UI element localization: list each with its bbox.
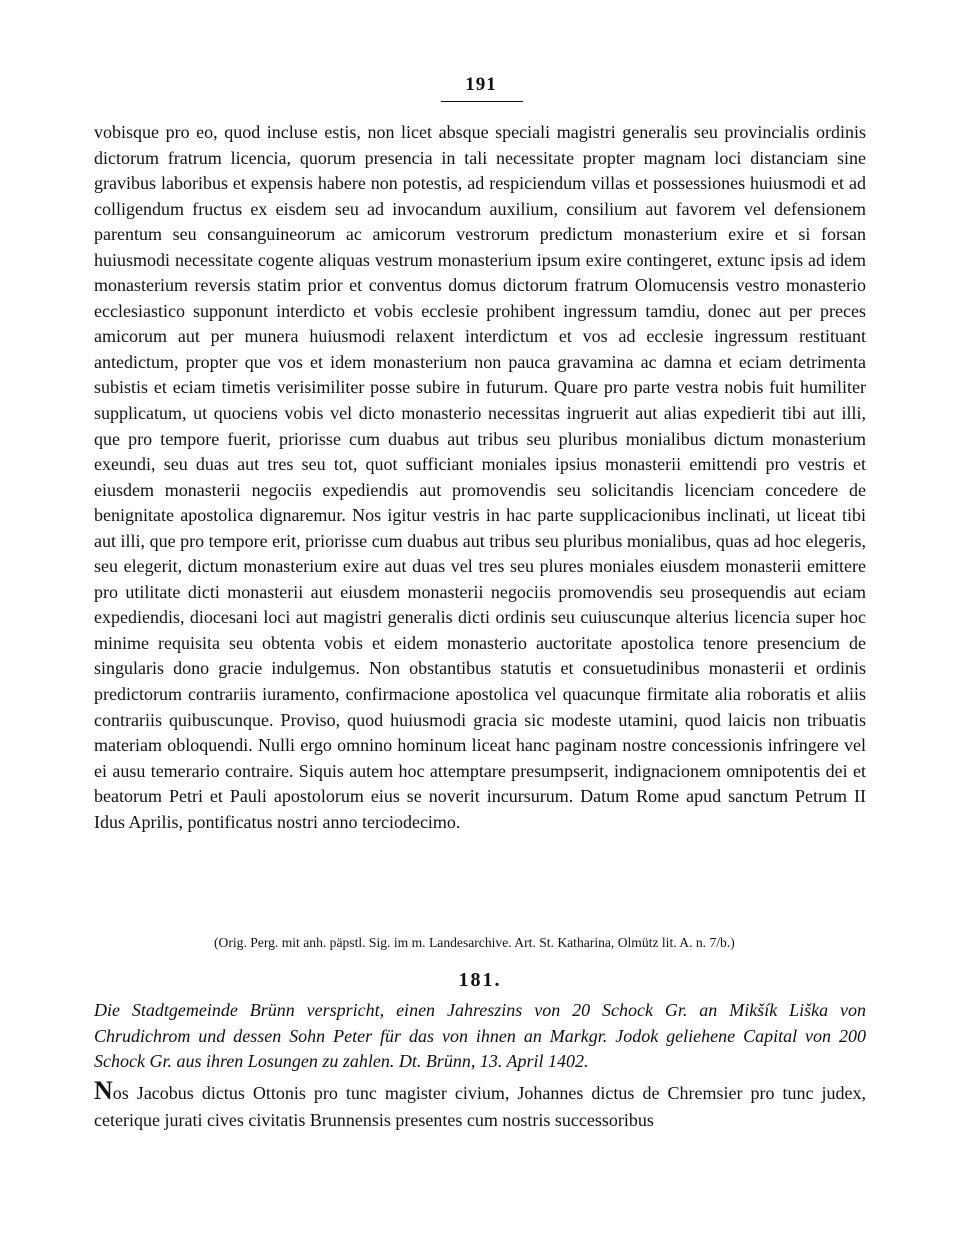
drop-initial: N	[94, 1076, 113, 1105]
body-paragraph: vobisque pro eo, quod incluse estis, non licet absque speciali magistri generalis seu provincialis ordinis dictorum fratrum licencia, quorum presencia in tali necessitate propter magnam loci distanciam sine gravibus laboribus et expensis habere non potestis, ad respiciendum villas et possessiones huiusmodi et ad colligendum fructus ex eisdem seu ad invocandum auxilium, consilium aut favorem vel defensionem parentum seu consanguineorum ac amicorum vestrorum predictum monasterium exire et si forsan huiusmodi necessitate cogente aliquas vestrum monasterium ipsum exire contingeret, extunc ipsis ad idem monasterium reversis statim prior et conventus domus dictorum fratrum Olomucensis vestro monasterio ecclesiastico supponunt interdicto et vobis ecclesie prohibent ingressum tamdiu, donec aut per preces amicorum aut per munera huiusmodi relaxent interdictum et vos ad ecclesie ingressum restituant antedictum, propter que vos et idem monasterium non pauca gravamina ac damna et eciam detrimenta subistis et eciam timetis verisimiliter posse subire in futurum. Quare pro parte vestra nobis fuit humiliter supplicatum, ut quociens vobis vel dicto monasterio necessitas ingruerit aut alias expedierit tibi aut illi, que pro tempore fuerit, priorisse cum duabus aut tribus seu pluribus monialibus dictum monasterium exeundi, seu duas aut tres seu tot, quot sufficiant moniales ipsius monasterii emittendi pro vestris et eiusdem monasterii negociis expediendis aut promovendis seu solicitandis licenciam concedere de benignitate apostolica dignaremur. Nos igitur vestris in hac parte supplicacionibus inclinati, ut liceat tibi aut illi, que pro tempore erit, priorisse cum duabus aut tribus seu pluribus monialibus, quas ad hoc elegeris, seu elegerit, dictum monasterium exire aut duas vel tres seu plures moniales eiusdem monasterii emittere pro utilitate dicti monasterii aut eiusdem monasterii negociis promovendis seu prosequendis aut eciam expediendis, diocesani loci aut magistri generalis dicti ordinis seu cuiuscunque alterius licencia super hoc minime requisita seu obtenta vobis et eidem monasterio auctoritate apostolica tenore presencium de singularis dono gracie indulgemus. Non obstantibus statutis et consuetudinibus monasterii et ordinis predictorum contrariis iuramento, confirmacione apostolica vel quacunque firmitate alia roboratis et aliis contrariis quibuscunque. Proviso, quod huiusmodi gracia sic modeste utamini, quod laicis non tribuatis materiam obloquendi. Nulli ergo omnino hominum liceat hanc paginam nostre concessionis infringere vel ei ausu temerario contraire. Siquis autem hoc attemptare presumpserit, indignacionem omnipotentis dei et beatorum Petri et Pauli apostolorum eius se noverit incursurum. Datum Rome apud sanctum Petrum II Idus Aprilis, pontificatus nostri anno terciodecimo.	[94, 122, 866, 832]
charter-opening-text: os Jacobus dictus Ottonis pro tunc magister civium, Johannes dictus de Chremsier pro tunc judex, ceterique jurati cives civitatis Brunnensis presentes cum nostris successoribus	[94, 1083, 866, 1130]
page-number: 191	[465, 74, 497, 95]
charter-continuation-text	[94, 120, 866, 835]
source-note: (Orig. Perg. mit anh. päpstl. Sig. im m. Landesarchive. Art. St. Katharina, Olmütz lit. A. n. 7/b.)	[214, 935, 735, 950]
document-number: 181.	[458, 969, 502, 991]
document-regest	[94, 998, 866, 1075]
charter-opening-paragraph	[94, 1076, 866, 1134]
page-number-rule	[441, 101, 523, 102]
regest-paragraph: Die Stadtgemeinde Brünn verspricht, einen Jahreszins von 20 Schock Gr. an Mikšík Liška von Chrudichrom und dessen Sohn Peter für das von ihnen an Markgr. Jodok geliehene Capital von 200 Schock Gr. aus ihren Losungen zu zahlen. Dt. Brünn, 13. April 1402.	[94, 1000, 866, 1071]
charter-opening	[94, 1076, 866, 1134]
